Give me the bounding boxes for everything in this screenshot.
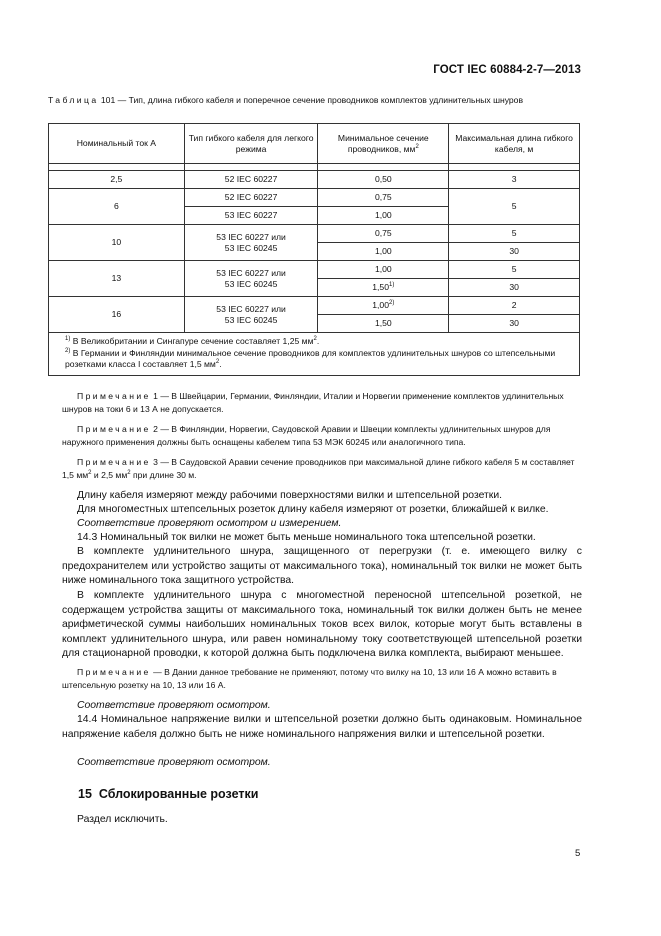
cell-section: 1,00 <box>318 261 449 279</box>
cell-section: 0,75 <box>318 189 449 207</box>
para-multi-outlet: В комплекте удлинительного шнура с многоместной переносной штепсельной розеткой, не содержащем устройства защиты от максимального тока, номинальный ток вилки должен быть не менее арифметической суммы наибольших номинальных токов всех вилок, которые могут быть вставлены в комплект удлинительного шнура, или равен номинальному току соответствующей штепсельной розетки для стационарной проводки, к которой должна быть подключена вилка комплекта, выбирают меньшее. <box>62 590 582 659</box>
table-caption-label: Таблица <box>48 95 99 105</box>
para-check-visual-2: Соответствие проверяют осмотром. <box>77 757 271 768</box>
cell-length: 5 <box>449 189 580 225</box>
cell-length: 5 <box>449 261 580 279</box>
cell-current: 10 <box>49 225 185 261</box>
footnote-2: $^{2)}$ В Германии и Финляндии минимальное сечение проводников для комплектов удлинительных шнуров со штепсельными розетками класса I составляет 1,5 $мм^2$. <box>65 347 556 369</box>
cell-section: 0,75 <box>318 225 449 243</box>
cell-length: 30 <box>449 315 580 333</box>
cell-type: 53 IEC 60227 или 53 IEC 60245 <box>184 297 318 333</box>
page-number: 5 <box>575 848 581 859</box>
section-15-heading: 15 Сблокированные розетки <box>78 787 259 801</box>
cell-type: 52 IEC 60227 <box>184 171 318 189</box>
para-cable-length: Длину кабеля измеряют между рабочими поверхностями вилки и штепсельной розетки. <box>77 490 503 501</box>
cell-length: 5 <box>449 225 580 243</box>
cell-length: 30 <box>449 279 580 297</box>
cell-section: 1,00 <box>318 207 449 225</box>
table-footnotes <box>49 333 580 376</box>
table-row <box>49 225 580 243</box>
cell-current: 16 <box>49 297 185 333</box>
cell-type: 53 IEC 60227 или 53 IEC 60245 <box>184 225 318 261</box>
table-row <box>49 297 580 315</box>
cell-current: 13 <box>49 261 185 297</box>
cell-section: 1,00 <box>318 243 449 261</box>
table-row <box>49 261 580 279</box>
para-check-measure: Соответствие проверяют осмотром и измерением. <box>77 518 342 529</box>
table-row <box>49 189 580 207</box>
para-overload: В комплекте удлинительного шнура, защищенного от перегрузки (т. е. имеющего вилку с предохранителем или устройство защиты от максимального тока), номинальный ток вилки не может быть ниже номинального тока защитного устройства. <box>62 546 582 586</box>
cable-table <box>48 123 580 376</box>
para-check-visual-1: Соответствие проверяют осмотром. <box>77 700 271 711</box>
cell-section: 1,00$^{2)}$ <box>318 297 449 315</box>
footnotes-cell <box>49 333 580 376</box>
cell-type: 53 IEC 60227 <box>184 207 318 225</box>
col-header-cable-type: Тип гибкого кабеля для легкого режима <box>184 124 318 164</box>
cell-length: 3 <box>449 171 580 189</box>
col-header-length: Максимальная длина гибкого кабеля, м <box>449 124 580 164</box>
table-row <box>49 171 580 189</box>
cell-section: 0,50 <box>318 171 449 189</box>
cell-current: 2,5 <box>49 171 185 189</box>
note-denmark: Примечание — В Дании данное требование не применяют, потому что вилку на 10, 13 или 16 А можно вставить в штепсельную розетку на 10, 13 или 16 А. <box>62 667 557 690</box>
para-multi-socket: Для многоместных штепсельных розеток длину кабеля измеряют от розетки, ближайшей к вилке. <box>77 504 549 515</box>
table-header-row <box>49 124 580 164</box>
cell-current: 6 <box>49 189 185 225</box>
cell-type: 53 IEC 60227 или 53 IEC 60245 <box>184 261 318 297</box>
section-15-text: Раздел исключить. <box>77 814 168 825</box>
table-caption-text: 101 — Тип, длина гибкого кабеля и поперечное сечение проводников комплектов удлинительных шнуров <box>100 95 524 105</box>
para-14-3: 14.3 Номинальный ток вилки не может быть меньше номинального тока штепсельной розетки. <box>77 532 536 543</box>
para-14-4: 14.4 Номинальное напряжение вилки и штепсельной розетки должно быть одинаковым. Номинальное напряжение кабеля должно быть не ниже номинального напряжения вилки и штепсельной розетки. <box>62 714 582 740</box>
cell-section: 1,50 <box>318 315 449 333</box>
note-2: Примечание 2 — В Финляндии, Норвегии, Саудовской Аравии и Швеции комплекты удлинительных шнуров для наружного применения должны быть оснащены кабелем типа 53 МЭК 60245 или аналогичного типа. <box>62 424 551 447</box>
note-3: Примечание 3 — В Саудовской Аравии сечение проводников при максимальной длине гибкого кабеля 5 м составляет 1,5 $мм^2$ и 2,5 $мм^2$ при длине 30 м. <box>62 457 575 480</box>
standard-header: ГОСТ IEC 60884-2-7—2013 <box>433 64 581 76</box>
col-header-section: Минимальное сечение проводников, $мм^2$ <box>318 124 449 164</box>
cell-type: 52 IEC 60227 <box>184 189 318 207</box>
cell-section: 1,50$^{1)}$ <box>318 279 449 297</box>
cell-length: 30 <box>449 243 580 261</box>
footnote-1: $^{1)}$ В Великобритании и Сингапуре сечение составляет 1,25 $мм^2$. <box>65 336 320 346</box>
note-1: Примечание 1 — В Швейцарии, Германии, Финляндии, Италии и Норвегии применение комплектов удлинительных шнуров на токи 6 и 13 А не допускается. <box>62 391 564 414</box>
col-header-current: Номинальный ток А <box>49 124 185 164</box>
table-caption <box>48 95 608 107</box>
cell-length: 2 <box>449 297 580 315</box>
